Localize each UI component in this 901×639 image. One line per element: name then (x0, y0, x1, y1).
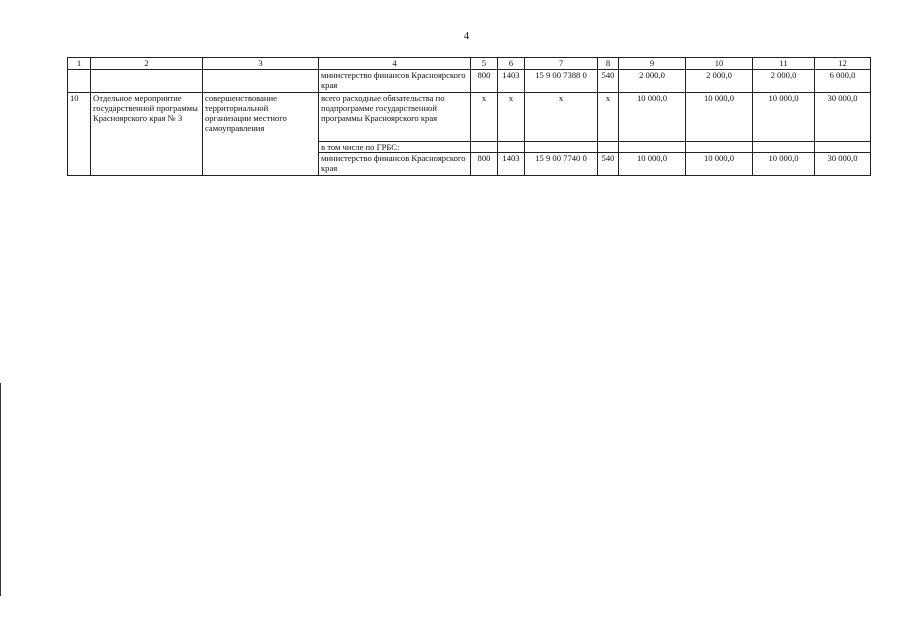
scan-edge-line (0, 383, 1, 596)
cell-expense-type: 540 (598, 70, 619, 93)
cell-year-3: 10 000,0 (753, 153, 815, 176)
cell-empty (498, 142, 525, 153)
cell-number: 10 (68, 93, 91, 176)
cell-target-article: 15 9 00 7388 0 (525, 70, 598, 93)
cell-section: х (498, 93, 525, 142)
header-cell-9: 9 (619, 58, 686, 70)
cell-grbs-code: 800 (471, 70, 498, 93)
header-cell-6: 6 (498, 58, 525, 70)
header-cell-8: 8 (598, 58, 619, 70)
cell-empty (753, 142, 815, 153)
table-row-continuation (68, 70, 871, 93)
cell-target-article: х (525, 93, 598, 142)
cell-total: 30 000,0 (815, 153, 871, 176)
cell-empty (598, 142, 619, 153)
header-cell-7: 7 (525, 58, 598, 70)
cell-empty (471, 142, 498, 153)
cell-year-1: 10 000,0 (619, 93, 686, 142)
cell-year-2: 2 000,0 (686, 70, 753, 93)
cell-empty (686, 142, 753, 153)
header-cell-4: 4 (319, 58, 471, 70)
cell-year-2: 10 000,0 (686, 93, 753, 142)
cell-year-1: 2 000,0 (619, 70, 686, 93)
cell-empty (619, 142, 686, 153)
cell-section: 1403 (498, 153, 525, 176)
cell-year-2: 10 000,0 (686, 153, 753, 176)
cell-total: 30 000,0 (815, 93, 871, 142)
header-cell-10: 10 (686, 58, 753, 70)
header-cell-3: 3 (203, 58, 319, 70)
table-row-10-total (68, 93, 871, 142)
cell-expense-type: х (598, 93, 619, 142)
cell-grbs-code: х (471, 93, 498, 142)
header-cell-1: 1 (68, 58, 91, 70)
cell-total: 6 000,0 (815, 70, 871, 93)
cell-number (68, 70, 91, 93)
cell-expense-type: 540 (598, 153, 619, 176)
cell-grbs: министерство финансов Красноярского края (319, 70, 471, 93)
cell-empty (525, 142, 598, 153)
cell-program-name: Отдельное мероприятие государственной программы Красноярского края № 3 (91, 93, 203, 176)
cell-grbs: всего расходные обязательства по подпрограмме государственной программы Красноярского края (319, 93, 471, 142)
cell-section: 1403 (498, 70, 525, 93)
cell-grbs-code: 800 (471, 153, 498, 176)
cell-program-name (91, 70, 203, 93)
cell-grbs: в том числе по ГРБС: (319, 142, 471, 153)
header-cell-11: 11 (753, 58, 815, 70)
budget-table (67, 57, 871, 176)
cell-target-article: 15 9 00 7740 0 (525, 153, 598, 176)
cell-grbs: министерство финансов Красноярского края (319, 153, 471, 176)
cell-year-3: 2 000,0 (753, 70, 815, 93)
cell-year-3: 10 000,0 (753, 93, 815, 142)
header-cell-5: 5 (471, 58, 498, 70)
cell-year-1: 10 000,0 (619, 153, 686, 176)
cell-purpose: совершенствование территориальной организации местного самоуправления (203, 93, 319, 176)
cell-purpose (203, 70, 319, 93)
cell-empty (815, 142, 871, 153)
header-row (68, 58, 871, 70)
header-cell-2: 2 (91, 58, 203, 70)
page-number: 4 (463, 30, 470, 42)
header-cell-12: 12 (815, 58, 871, 70)
